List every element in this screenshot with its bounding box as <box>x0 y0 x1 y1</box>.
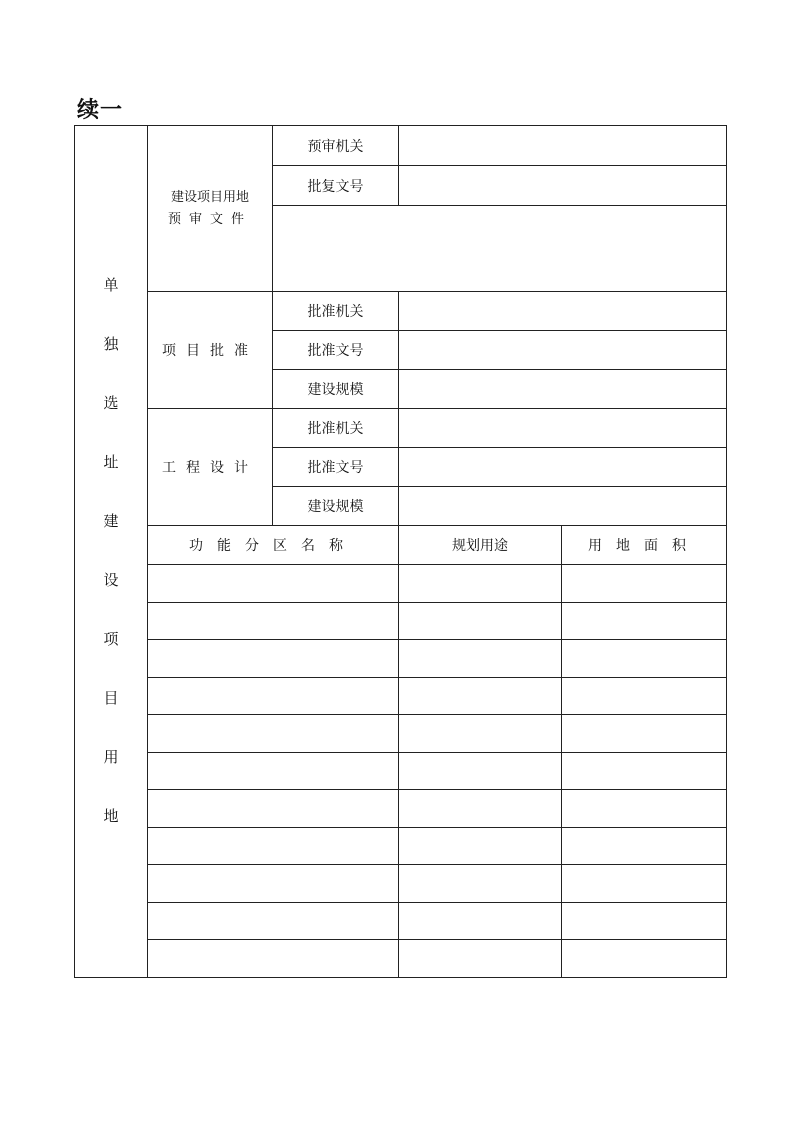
preapproval-docs-label <box>148 126 273 292</box>
zone-name-cell[interactable] <box>148 565 399 603</box>
zone-use-cell[interactable] <box>399 752 562 790</box>
zone-use-cell[interactable] <box>399 640 562 678</box>
design-scale-field[interactable] <box>399 487 727 526</box>
table-row <box>75 902 727 940</box>
design-doc-no-field[interactable] <box>399 448 727 487</box>
project-scale-field[interactable] <box>399 370 727 409</box>
table-row <box>75 827 727 865</box>
zone-use-cell[interactable] <box>399 865 562 903</box>
zone-name-cell[interactable] <box>148 865 399 903</box>
zone-use-cell[interactable] <box>399 565 562 603</box>
project-approval-label: 项目批准 <box>148 292 273 409</box>
table-row <box>75 865 727 903</box>
zone-area-cell[interactable] <box>562 940 727 978</box>
table-row <box>75 640 727 678</box>
vertical-title-char: 地 <box>103 807 119 826</box>
field-label-design-doc-no: 批准文号 <box>273 448 399 487</box>
zone-name-cell[interactable] <box>148 790 399 828</box>
zones-header-use: 规划用途 <box>399 526 562 565</box>
zone-name-cell[interactable] <box>148 715 399 753</box>
design-authority-field[interactable] <box>399 409 727 448</box>
zone-use-cell[interactable] <box>399 677 562 715</box>
field-label-design-authority: 批准机关 <box>273 409 399 448</box>
project-doc-no-field[interactable] <box>399 331 727 370</box>
zone-area-cell[interactable] <box>562 752 727 790</box>
zone-use-cell[interactable] <box>399 827 562 865</box>
table-row <box>75 752 727 790</box>
field-label-preapproval-doc-no: 批复文号 <box>273 166 399 206</box>
zone-area-cell[interactable] <box>562 790 727 828</box>
zone-area-cell[interactable] <box>562 640 727 678</box>
vertical-title-char: 独 <box>103 335 119 354</box>
land-use-form-table <box>74 125 727 978</box>
zone-area-cell[interactable] <box>562 715 727 753</box>
zone-name-cell[interactable] <box>148 640 399 678</box>
preapproval-label-line2: 预审文件 <box>167 211 252 227</box>
page-heading: 续一 <box>77 98 124 123</box>
table-row <box>75 790 727 828</box>
zone-use-cell[interactable] <box>399 902 562 940</box>
project-authority-field[interactable] <box>399 292 727 331</box>
field-label-project-authority: 批准机关 <box>273 292 399 331</box>
zone-use-cell[interactable] <box>399 715 562 753</box>
table-row <box>75 565 727 603</box>
table-row <box>75 715 727 753</box>
field-label-design-scale: 建设规模 <box>273 487 399 526</box>
table-row <box>75 677 727 715</box>
table-row <box>75 940 727 978</box>
field-label-project-scale: 建设规模 <box>273 370 399 409</box>
zone-name-cell[interactable] <box>148 940 399 978</box>
zone-name-cell[interactable] <box>148 602 399 640</box>
preapproval-doc-no-field[interactable] <box>399 166 727 206</box>
engineering-design-label: 工程设计 <box>148 409 273 526</box>
vertical-title-char: 设 <box>103 571 119 590</box>
zone-area-cell[interactable] <box>562 902 727 940</box>
vertical-title-char: 选 <box>103 394 119 413</box>
zones-header-area: 用地面积 <box>562 526 727 565</box>
vertical-title-char: 目 <box>103 689 119 708</box>
zone-area-cell[interactable] <box>562 865 727 903</box>
zone-name-cell[interactable] <box>148 827 399 865</box>
preapproval-authority-field[interactable] <box>399 126 727 166</box>
zone-area-cell[interactable] <box>562 827 727 865</box>
zone-area-cell[interactable] <box>562 602 727 640</box>
zone-area-cell[interactable] <box>562 677 727 715</box>
zone-area-cell[interactable] <box>562 565 727 603</box>
field-label-preapproval-authority: 预审机关 <box>273 126 399 166</box>
zone-name-cell[interactable] <box>148 752 399 790</box>
vertical-title-char: 项 <box>103 630 119 649</box>
vertical-title-char: 用 <box>103 748 119 767</box>
preapproval-notes-field[interactable] <box>273 206 727 292</box>
vertical-title-char: 建 <box>103 512 119 531</box>
zones-header-name: 功能分区名称 <box>148 526 399 565</box>
zone-name-cell[interactable] <box>148 677 399 715</box>
zone-use-cell[interactable] <box>399 602 562 640</box>
vertical-title-char: 址 <box>103 453 119 472</box>
zone-use-cell[interactable] <box>399 790 562 828</box>
zone-name-cell[interactable] <box>148 902 399 940</box>
table-row <box>75 602 727 640</box>
vertical-section-title <box>75 126 148 978</box>
field-label-project-doc-no: 批准文号 <box>273 331 399 370</box>
preapproval-label-line1: 建设项目用地 <box>170 189 249 205</box>
vertical-title-char: 单 <box>103 276 119 295</box>
zone-use-cell[interactable] <box>399 940 562 978</box>
